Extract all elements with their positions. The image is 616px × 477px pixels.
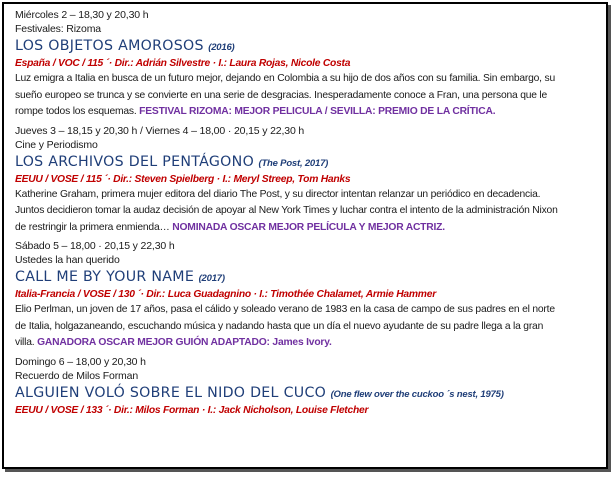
film-credits: EEUU / VOSE / 133 ´· Dir.: Milos Forman · I.: Jack Nicholson, Louise Fletcher — [15, 404, 369, 416]
synopsis-line: de Italia, holgazaneando, escuchando música y nadando hasta que un día el nuevo ayudante de su padre llega a la gran — [15, 320, 544, 332]
section-line: Recuerdo de Milos Forman — [15, 369, 139, 382]
schedule-line: Miércoles 2 – 18,30 y 20,30 h — [15, 9, 149, 21]
section-line: Cine y Periodismo — [15, 138, 98, 151]
film-title: LOS ARCHIVOS DEL PENTÁGONO — [15, 153, 255, 170]
synopsis-line-last: villa. GANADORA OSCAR MEJOR GUIÓN ADAPTADO: James Ivory. — [15, 337, 332, 348]
film-synopsis — [15, 302, 600, 352]
film-original-info: (2017) — [198, 273, 225, 284]
award-text: FESTIVAL RIZOMA: MEJOR PELICULA / SEVILLA: PREMIO DE LA CRÍTICA. — [139, 106, 496, 117]
film-credits: España / VOC / 115 ´· Dir.: Adrián Silvestre · I.: Laura Rojas, Nicole Costa — [15, 58, 351, 69]
film-synopsis — [15, 71, 600, 121]
film-credits: Italia-Francia / VOSE / 130 ´· Dir.: Luca Guadagnino · I.: Timothée Chalamet, Armie Hammer — [15, 289, 436, 300]
synopsis-line: Juntos decidieron tomar la audaz decisión de apoyar al New York Times y luchar contra el intento de la administración Nixon — [15, 205, 558, 216]
title-row — [15, 267, 600, 288]
synopsis-line: sueño europeo se trunca y se convierte en una serie de desgracias. Inesperadamente conoce a Fran, una persona que le — [15, 89, 548, 101]
award-text: NOMINADA OSCAR MEJOR PELÍCULA Y MEJOR ACTRIZ. — [172, 221, 445, 233]
film-entry — [15, 8, 600, 121]
film-title: LOS OBJETOS AMOROSOS — [15, 38, 204, 54]
section-line: Ustedes la han querido — [15, 254, 120, 266]
film-credits: EEUU / VOSE / 115 ´· Dir.: Steven Spielberg · I.: Meryl Streep, Tom Hanks — [15, 173, 351, 185]
title-row — [15, 36, 600, 57]
film-original-info: (One flew over the cuckoo ´s nest, 1975) — [330, 388, 504, 400]
film-title: ALGUIEN VOLÓ SOBRE EL NIDO DEL CUCO — [15, 384, 327, 401]
synopsis-line: Elio Perlman, un joven de 17 años, pasa el cálido y soleado verano de 1983 en la casa de campo de sus padres en el norte — [15, 304, 555, 315]
film-title: CALL ME BY YOUR NAME — [15, 269, 195, 285]
film-schedule-page — [2, 2, 608, 469]
film-original-info: (2016) — [208, 42, 235, 53]
award-text: GANADORA OSCAR MEJOR GUIÓN ADAPTADO: James Ivory. — [37, 337, 332, 348]
title-row — [15, 152, 600, 173]
schedule-line: Jueves 3 – 18,15 y 20,30 h / Viernes 4 – 18,00 · 20,15 y 22,30 h — [15, 124, 305, 137]
synopsis-line: Luz emigra a Italia en busca de un futuro mejor, dejando en Colombia a su hijo de dos años con su familia. Sin embargo, su — [15, 73, 555, 84]
schedule-line: Domingo 6 – 18,00 y 20,30 h — [15, 355, 146, 368]
film-entry — [15, 355, 600, 418]
synopsis-line: Katherine Graham, primera mujer editora del diario The Post, y su director intentan relanzar un periódico en decadencia. — [15, 188, 541, 200]
film-original-info: (The Post, 2017) — [258, 157, 329, 169]
film-entry — [15, 239, 600, 352]
film-entry — [15, 124, 600, 237]
title-row — [15, 383, 600, 404]
schedule-line: Sábado 5 – 18,00 · 20,15 y 22,30 h — [15, 240, 175, 252]
film-synopsis — [15, 187, 600, 237]
section-line: Festivales: Rizoma — [15, 23, 101, 35]
synopsis-line-last: rompe todos los esquemas. FESTIVAL RIZOMA: MEJOR PELICULA / SEVILLA: PREMIO DE LA CRÍTICA. — [15, 106, 496, 117]
synopsis-line-last: de restringir la primera enmienda… NOMINADA OSCAR MEJOR PELÍCULA Y MEJOR ACTRIZ. — [15, 221, 445, 233]
